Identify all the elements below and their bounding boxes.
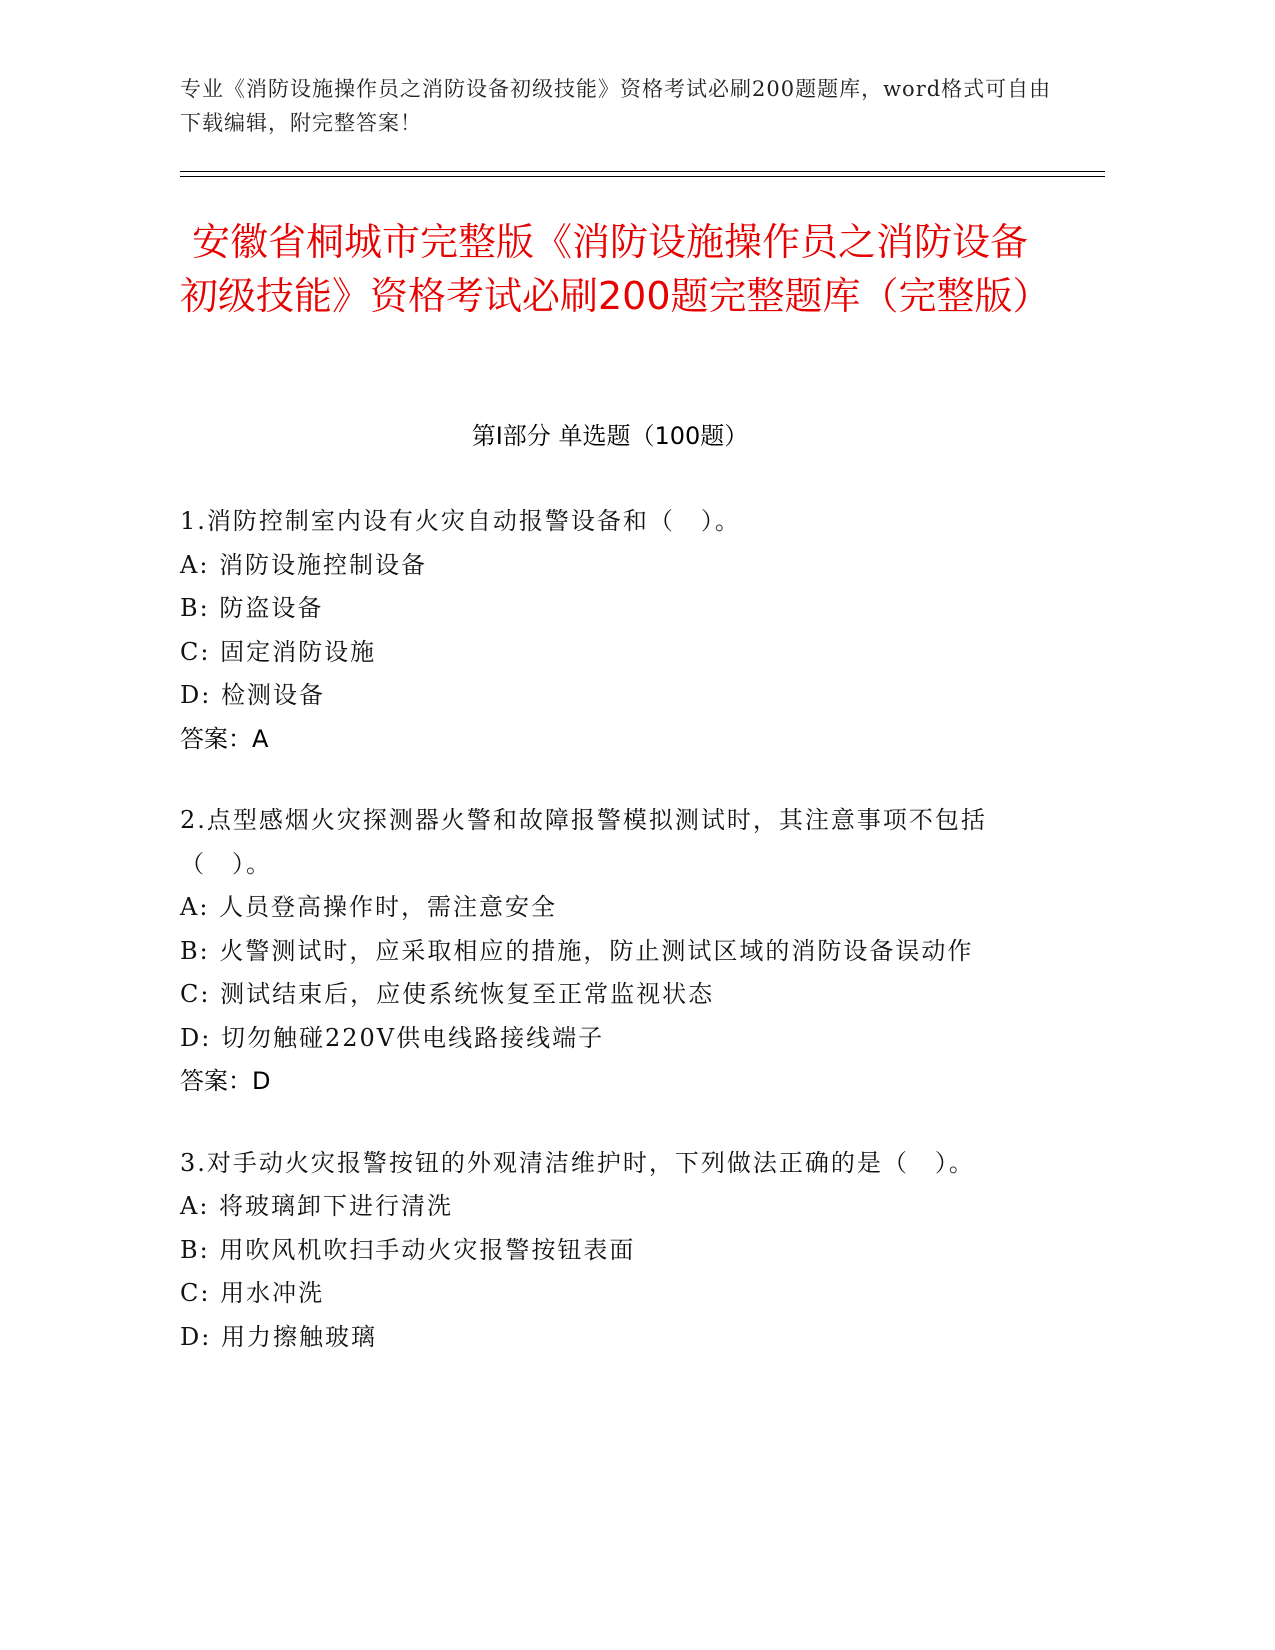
question-2 <box>180 799 1040 1104</box>
option-c: C: 用水冲洗 <box>180 1279 325 1307</box>
option-c: C: 固定消防设施 <box>180 637 377 666</box>
option-d: D: 检测设备 <box>180 681 325 709</box>
option-c: C: 测试结束后，应使系统恢复至正常监视状态 <box>180 980 715 1008</box>
option-a: A: 消防设施控制设备 <box>180 550 428 579</box>
option-d: D: 用力擦触玻璃 <box>180 1322 377 1351</box>
question-list <box>180 500 1040 1397</box>
question-1 <box>180 500 1040 761</box>
header-note: 专业《消防设施操作员之消防设备初级技能》资格考试必刷200题题库，word格式可自由下载编辑，附完整答案！ <box>180 77 1052 135</box>
option-b: B: 用吹风机吹扫手动火灾报警按钮表面 <box>180 1235 636 1264</box>
option-b: B: 防盗设备 <box>180 594 324 622</box>
answer: 答案：D <box>180 1067 271 1095</box>
option-a: A: 将玻璃卸下进行清洗 <box>180 1192 454 1220</box>
question-stem: 1.消防控制室内设有火灾自动报警设备和（ ）。 <box>180 507 741 535</box>
question-stem: 2.点型感烟火灾探测器火警和故障报警模拟测试时，其注意事项不包括（ ）。 <box>180 806 987 878</box>
answer: 答案：A <box>180 724 269 753</box>
option-d: D: 切勿触碰220V供电线路接线端子 <box>180 1023 605 1052</box>
question-stem: 3.对手动火灾报警按钮的外观清洁维护时，下列做法正确的是（ ）。 <box>180 1148 975 1177</box>
document-title: 安徽省桐城市完整版《消防设施操作员之消防设备初级技能》资格考试必刷200题完整题库（完整版） <box>180 220 1051 318</box>
section-title: 第Ⅰ部分 单选题（100题） <box>471 422 749 450</box>
option-b: B: 火警测试时，应采取相应的措施，防止测试区域的消防设备误动作 <box>180 936 974 965</box>
header-divider-secondary <box>180 176 1105 177</box>
option-a: A: 人员登高操作时，需注意安全 <box>180 893 558 921</box>
question-3 <box>180 1142 1040 1360</box>
header-divider <box>180 171 1105 172</box>
